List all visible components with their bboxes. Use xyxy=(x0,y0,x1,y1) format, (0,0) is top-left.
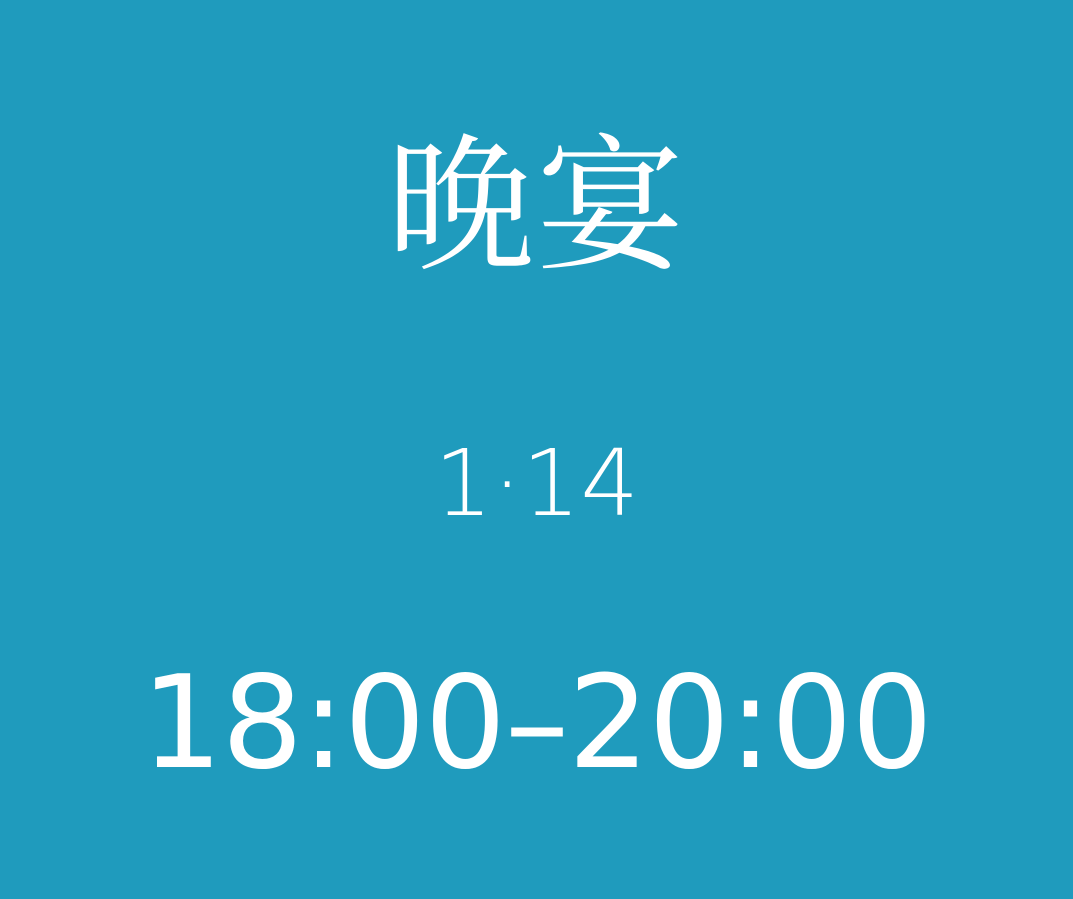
event-time: 18:00–20:00 xyxy=(141,649,932,798)
event-title: 晚宴 xyxy=(386,120,687,292)
event-date: 1·14 xyxy=(434,430,639,537)
